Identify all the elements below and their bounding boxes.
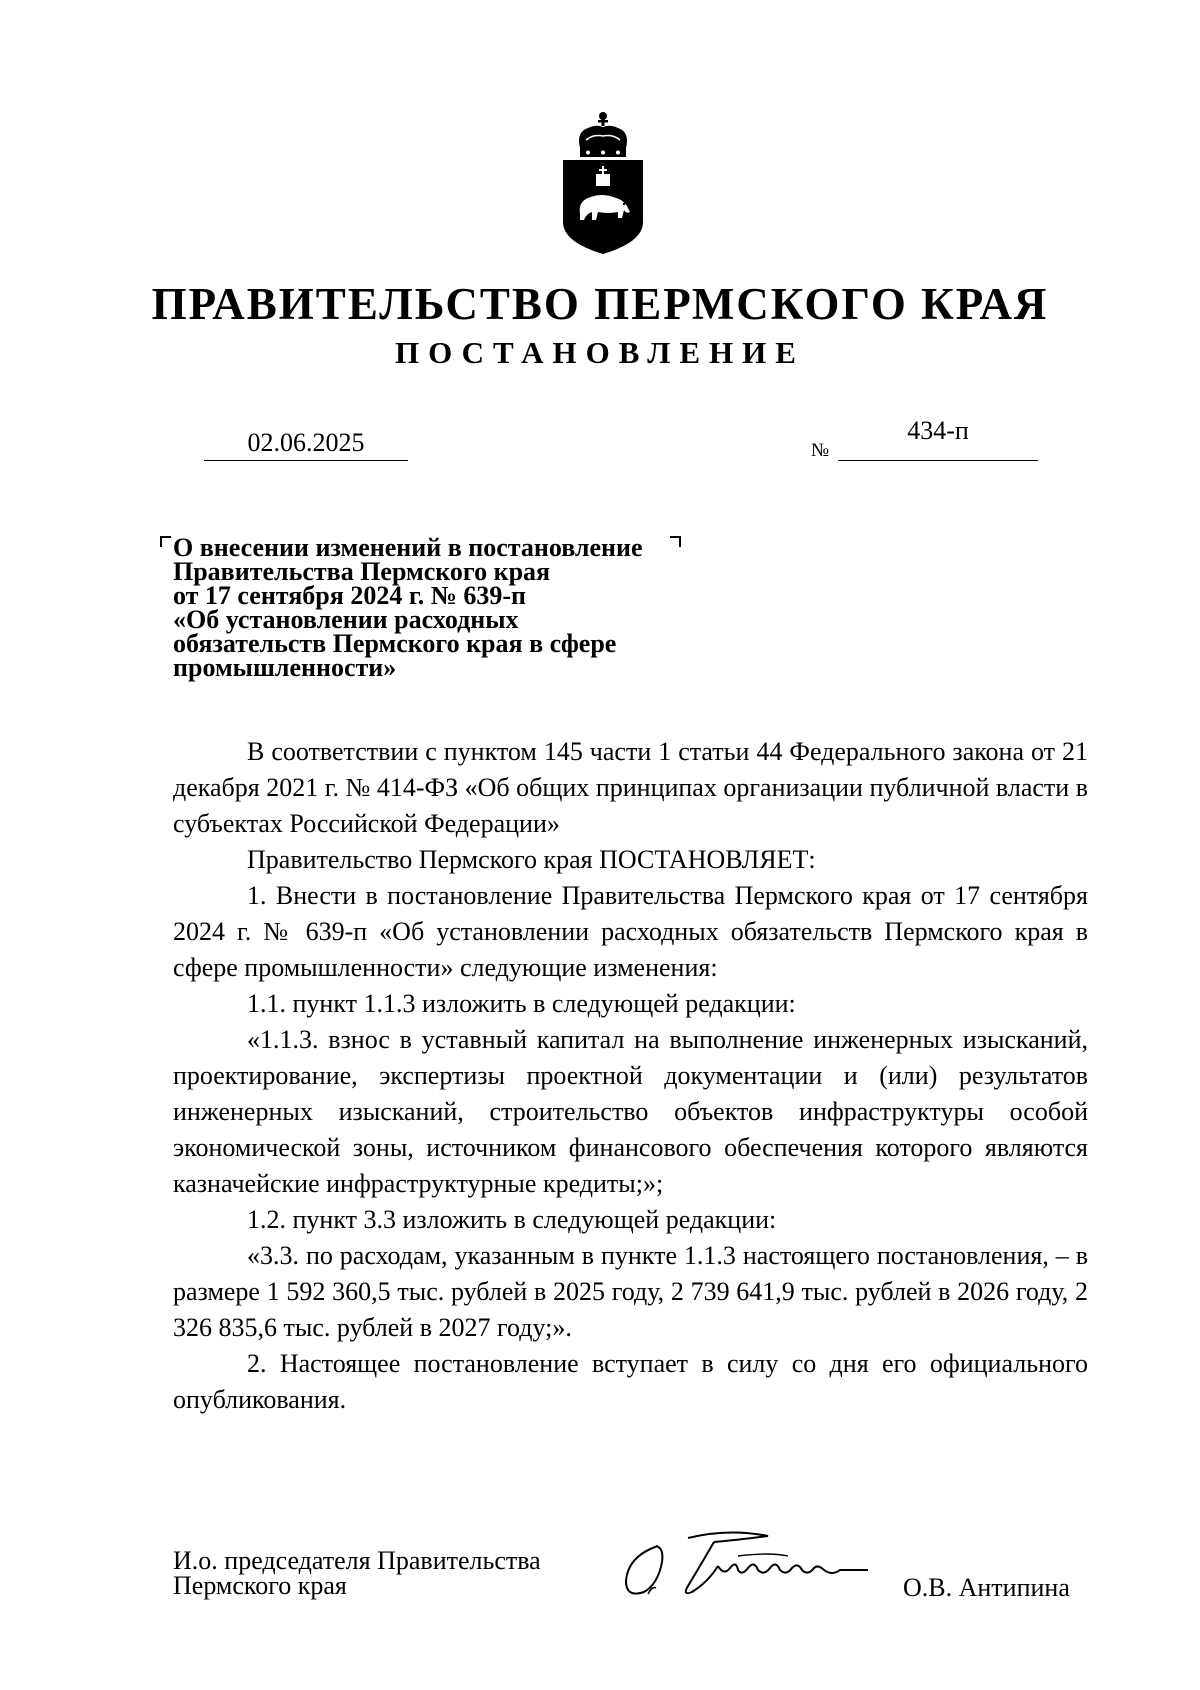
government-title: ПРАВИТЕЛЬСТВО ПЕРМСКОГО КРАЯ (151, 279, 1049, 329)
document-date: 02.06.2025 (247, 428, 365, 457)
body-paragraph: «3.3. по расходам, указанным в пункте 1.1.3 настоящего постановления, – в размере 1 592 360,5 тыс. рублей в 2025 году, 2 739 641,9 тыс. рублей в 2026 году, 2 326 835,6 тыс. рублей в 2027 году;». (173, 1241, 1088, 1342)
coat-of-arms-emblem (558, 110, 648, 260)
subject-line: обязательств Пермского края в сфере (173, 629, 617, 658)
signatory-position-line: И.о. председателя Правительства (173, 1546, 541, 1575)
document-body (173, 734, 1088, 1418)
subject-line: «Об установлении расходных (173, 605, 519, 634)
signatory-name: О.В. Антипина (903, 1573, 1070, 1602)
subject-line: О внесении изменений в постановление (173, 533, 643, 562)
body-paragraph: 1. Внести в постановление Правительства Пермского края от 17 сентября 2024 г. № 639-п «Об установлении расходных обязательств Пермского края в сфере промышленности» следующие изменения: (173, 881, 1088, 982)
body-paragraph: 2. Настоящее постановление вступает в силу со дня его официального опубликования. (173, 1349, 1088, 1414)
body-paragraph: 1.1. пункт 1.1.3 изложить в следующей редакции: (247, 989, 796, 1018)
number-sign: № (811, 440, 830, 461)
body-paragraph: 1.2. пункт 3.3 изложить в следующей редакции: (247, 1205, 777, 1234)
body-paragraph: Правительство Пермского края ПОСТАНОВЛЯЕТ: (247, 845, 816, 874)
document-type-heading: ПОСТАНОВЛЕНИЕ (395, 335, 805, 370)
document-number-field (838, 416, 1038, 461)
handwritten-signature (618, 1526, 908, 1606)
subject-bracket-left (160, 536, 171, 547)
subject-line: промышленности» (173, 653, 397, 682)
signatory-position (173, 1548, 541, 1598)
document-subject (173, 533, 693, 682)
document-number: 434-п (907, 416, 969, 445)
subject-line: Правительства Пермского края (173, 557, 551, 586)
subject-line: от 17 сентября 2024 г. № 639-п (173, 581, 526, 610)
document-date-field (204, 420, 408, 461)
signatory-position-line: Пермского края (173, 1571, 347, 1600)
body-paragraph: В соответствии с пунктом 145 части 1 статьи 44 Федерального закона от 21 декабря 2021 г. № 414-ФЗ «Об общих принципах организации публичной власти в субъектах Российской Федерации» (173, 737, 1088, 838)
body-paragraph: «1.1.3. взнос в уставный капитал на выполнение инженерных изысканий, проектирование, экспертизы проектной документации и (или) результатов инженерных изысканий, строительство объектов инфраструктуры особой экономической зоны, источником финансового обеспечения которого являются казначейские инфраструктурные кредиты;»; (173, 1025, 1088, 1198)
